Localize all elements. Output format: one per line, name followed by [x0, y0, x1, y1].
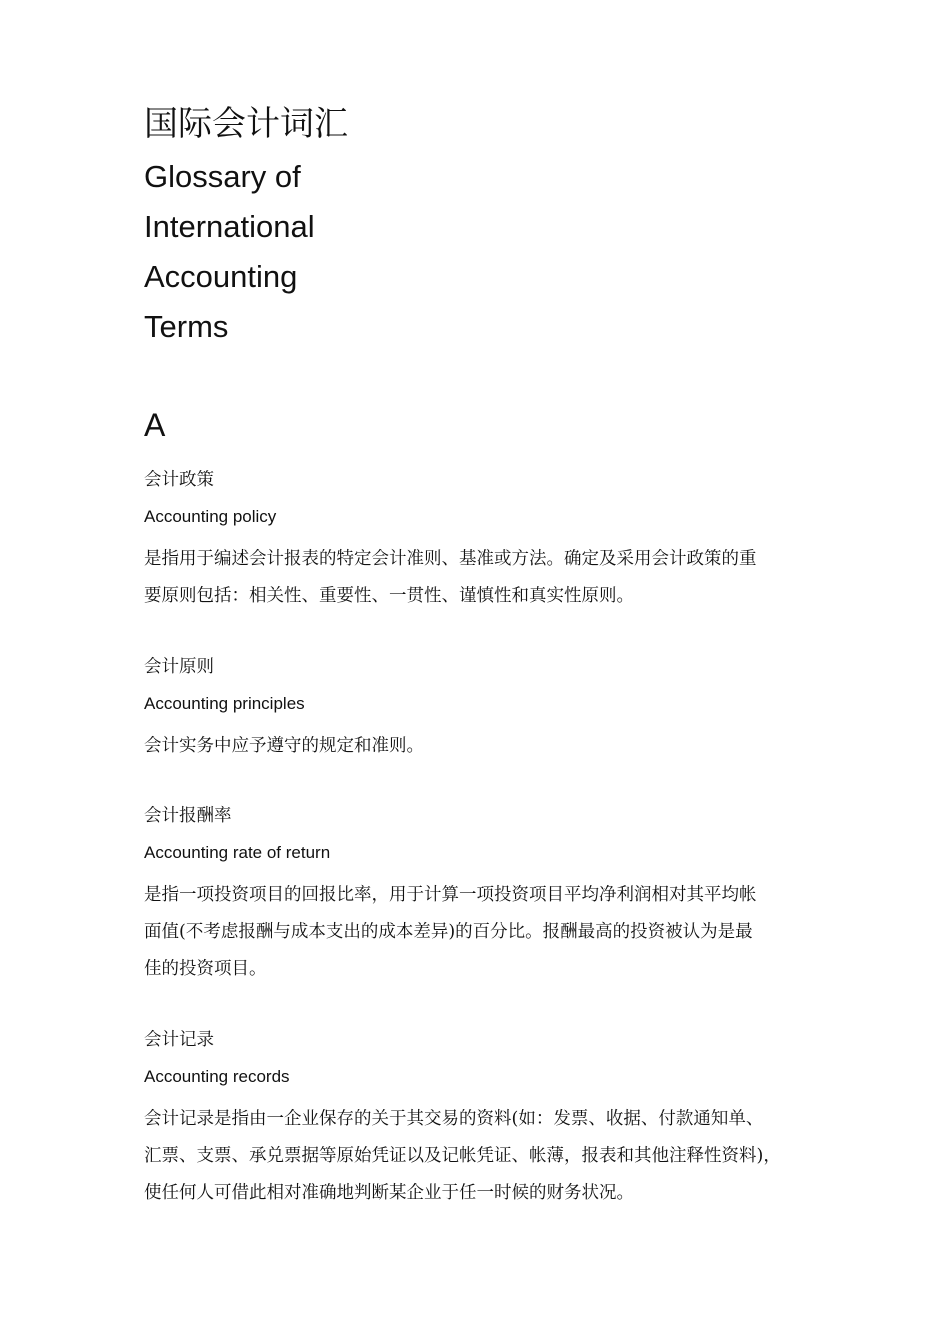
definition-line: 佳的投资项目。 — [144, 959, 267, 979]
term-chinese: 会计原则 — [144, 657, 214, 677]
glossary-entry — [144, 1027, 814, 1212]
glossary-entry — [144, 803, 814, 988]
term-definition — [144, 877, 814, 988]
term-chinese: 会计记录 — [144, 1030, 214, 1050]
term-english: Accounting records — [144, 1067, 290, 1086]
term-definition — [144, 1101, 814, 1212]
definition-line: 要原则包括：相关性、重要性、一贯性、谨慎性和真实性原则。 — [144, 586, 634, 606]
term-definition — [144, 541, 814, 615]
term-english: Accounting rate of return — [144, 843, 331, 862]
glossary-entry — [144, 467, 814, 615]
definition-line: 是指一项投资项目的回报比率，用于计算一项投资项目平均净利润相对其平均帐 — [144, 885, 757, 905]
title-english-line: Glossary of — [144, 159, 301, 194]
term-chinese: 会计报酬率 — [144, 806, 232, 826]
title-english-line: International — [144, 209, 315, 244]
glossary-entry — [144, 654, 814, 765]
term-english: Accounting policy — [144, 507, 277, 526]
definition-line: 面值(不考虑报酬与成本支出的成本差异)的百分比。报酬最高的投资被认为是最 — [144, 922, 753, 942]
title-chinese: 国际会计词汇 — [144, 104, 348, 144]
definition-line: 会计记录是指由一企业保存的关于其交易的资料(如：发票、收据、付款通知单、 — [144, 1109, 764, 1129]
term-definition — [144, 728, 814, 765]
title-english — [144, 152, 315, 352]
term-chinese: 会计政策 — [144, 470, 214, 490]
title-english-line: Terms — [144, 309, 229, 344]
definition-line: 汇票、支票、承兑票据等原始凭证以及记帐凭证、帐薄，报表和其他注释性资料)， — [144, 1146, 781, 1166]
title-english-line: Accounting — [144, 259, 298, 294]
definition-line: 会计实务中应予遵守的规定和准则。 — [144, 736, 424, 756]
definition-line: 使任何人可借此相对准确地判断某企业于任一时候的财务状况。 — [144, 1183, 634, 1203]
section-letter: A — [144, 407, 166, 443]
definition-line: 是指用于编述会计报表的特定会计准则、基准或方法。确定及采用会计政策的重 — [144, 549, 757, 569]
term-english: Accounting principles — [144, 694, 305, 713]
